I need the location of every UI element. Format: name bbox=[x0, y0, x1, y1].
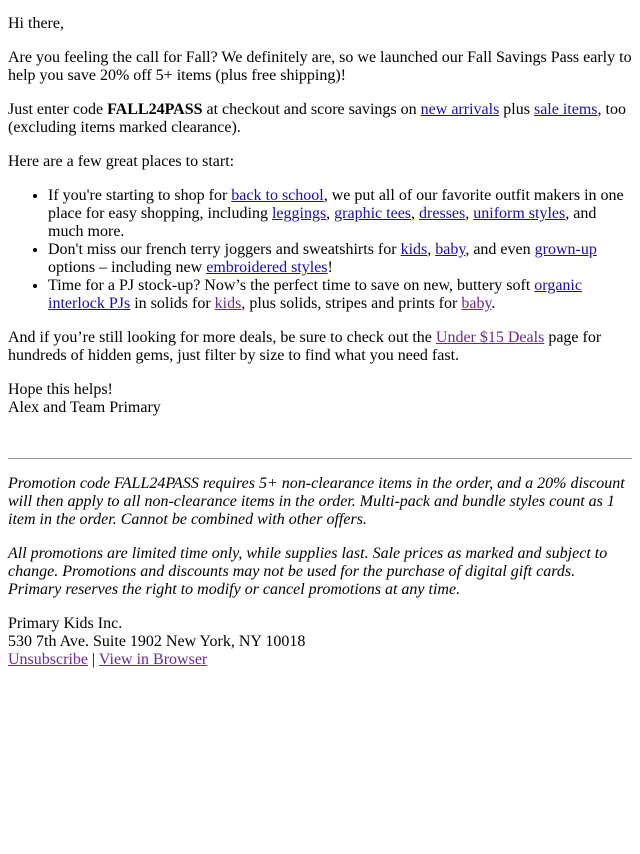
company-address: 530 7th Ave. Suite 1902 New York, NY 10018 bbox=[8, 633, 306, 650]
bullet-2-text-4: ! bbox=[327, 259, 333, 276]
kids-pjs-link[interactable]: kids bbox=[214, 295, 242, 312]
graphic-tees-link[interactable]: graphic tees bbox=[334, 205, 412, 222]
sale-items-link[interactable]: sale items bbox=[533, 101, 598, 118]
code-paragraph bbox=[8, 101, 632, 137]
greeting: Hi there, bbox=[8, 15, 64, 32]
bullet-2-text-3: options – including new bbox=[48, 259, 207, 276]
deals-text-1: And if you’re still looking for more deals, be sure to check out the bbox=[8, 329, 436, 346]
grown-up-link[interactable]: grown-up bbox=[534, 241, 597, 258]
signoff bbox=[8, 381, 632, 417]
list-item-joggers bbox=[48, 241, 632, 277]
bullet-1-sep-1: , bbox=[326, 205, 335, 222]
code-text-1: Just enter code bbox=[8, 101, 108, 118]
places-list bbox=[8, 187, 632, 313]
bullet-3-text-2: in solids for bbox=[130, 295, 215, 312]
bullet-1-text-3: , and much more. bbox=[48, 205, 597, 240]
deals-paragraph bbox=[8, 329, 632, 365]
leggings-link[interactable]: leggings bbox=[271, 205, 327, 222]
organic-pjs-link[interactable]: organic interlock PJs bbox=[48, 277, 582, 312]
new-arrivals-link[interactable]: new arrivals bbox=[420, 101, 500, 118]
footer bbox=[8, 615, 632, 669]
bullet-2-text-1: Don't miss our french terry joggers and sweatshirts for bbox=[48, 241, 401, 258]
uniform-styles-link[interactable]: uniform styles bbox=[473, 205, 566, 222]
bullet-3-text-4: . bbox=[491, 295, 496, 312]
list-item-back-to-school bbox=[48, 187, 632, 241]
footer-divider: | bbox=[87, 651, 99, 668]
intro-paragraph: Are you feeling the call for Fall? We definitely are, so we launched our Fall Savings Pass early to help you save 20% off 5+ items (plus free shipping)! bbox=[8, 49, 632, 84]
unsubscribe-link[interactable]: Unsubscribe bbox=[8, 651, 88, 668]
bullet-1-text-1: If you're starting to shop for bbox=[48, 187, 232, 204]
under-15-deals-link[interactable]: Under $15 Deals bbox=[435, 329, 545, 346]
bullet-1-text-2: , we put all of our favorite outfit makers in one place for easy shopping, including bbox=[48, 187, 624, 222]
baby-pjs-link[interactable]: baby bbox=[461, 295, 492, 312]
bullet-3-text-3: , plus solids, stripes and prints for bbox=[241, 295, 462, 312]
bullet-1-sep-2: , bbox=[411, 205, 420, 222]
code-text-3: plus bbox=[499, 101, 534, 118]
baby-joggers-link[interactable]: baby bbox=[435, 241, 466, 258]
list-item-pajamas bbox=[48, 277, 632, 313]
kids-joggers-link[interactable]: kids bbox=[400, 241, 428, 258]
legal-promo-terms: Promotion code FALL24PASS requires 5+ non-clearance items in the order, and a 20% discount will then apply to all non-clearance items in the order. Multi-pack and bundle styles count as 1 item in the order. Cannot be combined with other offers. bbox=[8, 475, 625, 528]
view-in-browser-link[interactable]: View in Browser bbox=[98, 651, 208, 668]
signoff-line-1: Hope this helps! bbox=[8, 381, 113, 398]
embroidered-styles-link[interactable]: embroidered styles bbox=[206, 259, 328, 276]
back-to-school-link[interactable]: back to school bbox=[231, 187, 324, 204]
footer-links bbox=[8, 651, 632, 669]
legal-general-terms: All promotions are limited time only, while supplies last. Sale prices as marked and subject to change. Promotions and discounts may not be used for the purchase of digital gift cards. Primary reserves the right to modify or cancel promotions at any time. bbox=[8, 545, 608, 598]
promo-code: FALL24PASS bbox=[107, 101, 203, 118]
bullet-3-text-1: Time for a PJ stock-up? Now’s the perfect time to save on new, buttery soft bbox=[48, 277, 535, 294]
deals-text-2: page for hundreds of hidden gems, just filter by size to find what you need fast. bbox=[8, 329, 602, 364]
divider bbox=[8, 458, 632, 459]
dresses-link[interactable]: dresses bbox=[419, 205, 466, 222]
places-intro: Here are a few great places to start: bbox=[8, 153, 235, 170]
code-text-4: , too (excluding items marked clearance). bbox=[8, 101, 626, 136]
bullet-2-sep-1: , bbox=[427, 241, 436, 258]
bullet-1-sep-3: , bbox=[465, 205, 474, 222]
company-name: Primary Kids Inc. bbox=[8, 615, 123, 632]
signoff-line-2: Alex and Team Primary bbox=[8, 399, 161, 416]
code-text-2: at checkout and score savings on bbox=[202, 101, 421, 118]
bullet-2-text-2: , and even bbox=[465, 241, 535, 258]
